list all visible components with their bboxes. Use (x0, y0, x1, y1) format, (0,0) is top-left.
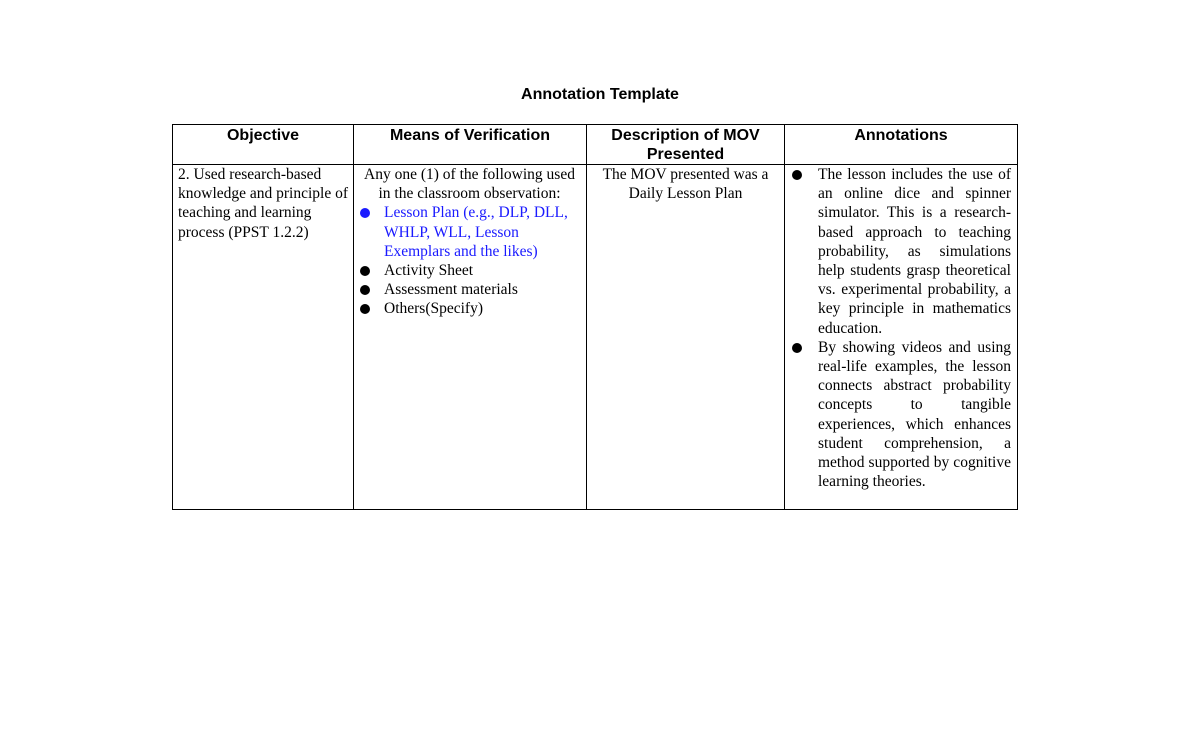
document-title: Annotation Template (521, 86, 679, 103)
means-item-assessment: Assessment materials (358, 280, 581, 299)
means-cell (354, 165, 587, 510)
means-item-activity-sheet: Activity Sheet (358, 261, 581, 280)
annotation-item: The lesson includes the use of an online dice and spinner simulator. This is a research-based approach to teaching probability, as simulations help students grasp theoretical vs. experimental probability, a key principle in mathematics education. (788, 165, 1011, 338)
header-objective: Objective (173, 125, 354, 165)
bullet-icon (360, 304, 370, 314)
objective-cell: 2. Used research-based knowledge and principle of teaching and learning process (PPST 1.2.2) (173, 165, 354, 510)
annotation-table (172, 124, 1018, 510)
means-item-lesson-plan: Lesson Plan (e.g., DLP, DLL, WHLP, WLL, Lesson Exemplars and the likes) (358, 203, 581, 261)
header-description-of-mov: Description of MOV Presented (587, 125, 785, 165)
header-means-of-verification: Means of Verification (354, 125, 587, 165)
header-row (173, 125, 1018, 165)
means-intro: Any one (1) of the following used in the classroom observation: (364, 166, 575, 203)
annotation-item: By showing videos and using real-life examples, the lesson connects abstract probability concepts to tangible experiences, which enhances student comprehension, a method supported by cognitive learning theories. (788, 338, 1011, 492)
bullet-icon (792, 343, 802, 353)
bullet-icon (792, 170, 802, 180)
description-cell: The MOV presented was a Daily Lesson Plan (587, 165, 785, 510)
annotations-cell (785, 165, 1018, 510)
bullet-icon (360, 208, 370, 218)
means-item-others: Others(Specify) (358, 299, 581, 318)
bullet-icon (360, 285, 370, 295)
table-row (173, 165, 1018, 510)
means-list (358, 203, 581, 318)
annotations-list (788, 165, 1011, 491)
header-annotations: Annotations (785, 125, 1018, 165)
bullet-icon (360, 266, 370, 276)
